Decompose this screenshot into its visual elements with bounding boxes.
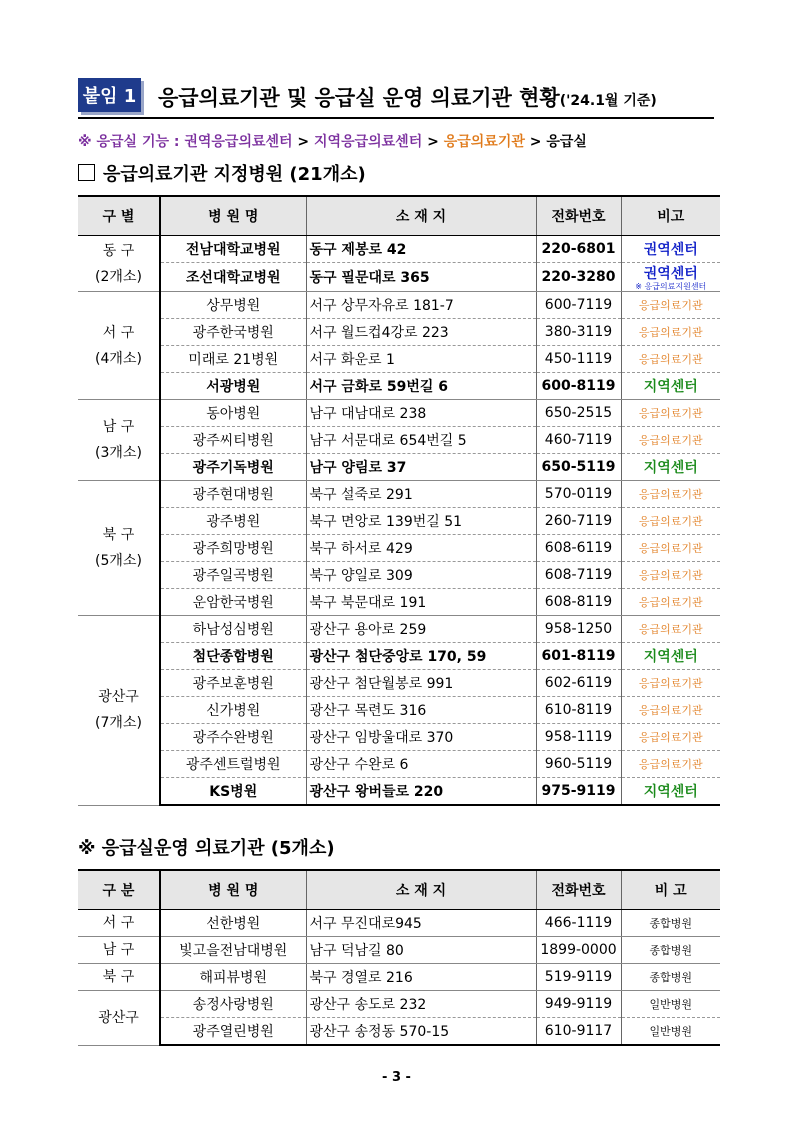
hospital-phone: 975-9119 [536,778,621,806]
hospital-address: 동구 제봉로 42 [306,236,536,263]
district-cell: 서 구 [78,910,160,937]
table-row [78,670,720,697]
hospital-address: 광산구 수완로 6 [306,751,536,778]
hospital-name: 광주일곡병원 [160,562,306,589]
table-row [78,562,720,589]
hospital-name: 해피뷰병원 [160,964,306,991]
district-cell [78,481,160,616]
hospital-address: 광산구 송정동 570-15 [306,1018,536,1046]
col-header-address: 소 재 지 [306,870,536,910]
district-cell [78,616,160,806]
hospital-phone: 610-8119 [536,697,621,724]
hospital-remark [621,454,720,481]
hospital-address: 광산구 송도로 232 [306,991,536,1018]
reference-mark: ※ [78,838,96,859]
hospital-remark [621,263,720,292]
hospital-address: 광산구 용아로 259 [306,616,536,643]
hospital-address: 서구 월드컵4강로 223 [306,319,536,346]
col-header-remark: 비 고 [621,870,720,910]
district-cell: 북 구 [78,964,160,991]
hospital-name: 상무병원 [160,292,306,319]
hospital-address: 북구 하서로 429 [306,535,536,562]
district-count: (7개소) [95,715,142,732]
er-hospitals-table [78,869,720,1046]
remark-label: 응급의료기관 [638,407,703,420]
hospital-remark [621,535,720,562]
hospital-remark [621,778,720,806]
table-row [78,346,720,373]
hospital-name: 광주한국병원 [160,319,306,346]
hospital-phone: 600-7119 [536,292,621,319]
legend-function-label: 응급실 기능 : [96,134,180,150]
hospital-name: 신가병원 [160,697,306,724]
hospital-remark [621,292,720,319]
hospital-address: 동구 필문대로 365 [306,263,536,292]
legend-separator: > [427,134,439,150]
hospital-phone: 958-1250 [536,616,621,643]
hospital-phone: 260-7119 [536,508,621,535]
hospital-address: 남구 덕남길 80 [306,937,536,964]
section1-heading [78,160,366,186]
col-header-hospital: 병 원 명 [160,196,306,236]
hospital-phone: 650-5119 [536,454,621,481]
table-header-row [78,196,720,236]
table-header-row [78,870,720,910]
hospital-address: 광산구 왕버들로 220 [306,778,536,806]
remark-label: 응급의료기관 [638,569,703,582]
hospital-phone: 601-8119 [536,643,621,670]
hospital-name: 전남대학교병원 [160,236,306,263]
remark-label: 응급의료기관 [638,353,703,366]
hospital-phone: 450-1119 [536,346,621,373]
district-name: 광산구 [98,689,139,706]
hospital-name: 광주씨티병원 [160,427,306,454]
legend-separator: > [529,134,542,150]
section2-heading [78,834,335,860]
col-header-address: 소 재 지 [306,196,536,236]
table-row [78,400,720,427]
hospital-address: 북구 면앙로 139번길 51 [306,508,536,535]
hospital-name: 빛고을전남대병원 [160,937,306,964]
hospital-remark [621,616,720,643]
district-cell [78,292,160,400]
table-row [78,964,720,991]
hospital-address: 북구 양일로 309 [306,562,536,589]
remark-label: 응급의료기관 [638,758,703,771]
table-row [78,697,720,724]
hospital-remark [621,562,720,589]
hospital-name: 광주열린병원 [160,1018,306,1046]
remark-label: 응급의료기관 [638,488,703,501]
remark-subnote: ※ 응급의료지원센터 [635,282,707,291]
hospital-remark [621,373,720,400]
district-name: 동 구 [102,242,135,259]
district-cell [78,236,160,292]
hospital-name: 첨단종합병원 [160,643,306,670]
table-row [78,373,720,400]
table-row [78,991,720,1018]
district-name: 남 구 [102,419,135,435]
hospital-phone: 380-3119 [536,319,621,346]
col-header-remark: 비고 [621,196,720,236]
district-count: (3개소) [95,445,142,461]
remark-label: 응급의료기관 [638,623,703,636]
hospital-address: 북구 경열로 216 [306,964,536,991]
hospital-name: 광주현대병원 [160,481,306,508]
page-title [158,82,657,112]
table-row [78,751,720,778]
hospital-address: 남구 양림로 37 [306,454,536,481]
designated-hospitals-table [78,195,720,806]
remark-label: 지역센터 [643,460,698,476]
hospital-phone: 570-0119 [536,481,621,508]
table-row [78,508,720,535]
section2-title: 응급실운영 의료기관 (5개소) [101,838,335,859]
hospital-address: 서구 상무자유로 181-7 [306,292,536,319]
hospital-name: KS병원 [160,778,306,806]
remark-label: 응급의료기관 [638,299,703,312]
section1-title: 응급의료기관 지정병원 (21개소) [103,164,366,185]
remark-label: 응급의료기관 [638,434,703,447]
district-count: (5개소) [95,553,142,569]
hospital-remark [621,724,720,751]
hospital-remark [621,589,720,616]
hospital-address: 광산구 목련도 316 [306,697,536,724]
remark-label: 응급의료기관 [638,596,703,609]
hospital-remark [621,670,720,697]
table-row [78,589,720,616]
col-header-district: 구 분 [78,870,160,910]
hospital-phone: 600-8119 [536,373,621,400]
title-bar [78,76,714,116]
hospital-phone: 608-8119 [536,589,621,616]
district-name: 북 구 [102,527,135,543]
table-row [78,263,720,292]
hospital-phone: 608-6119 [536,535,621,562]
col-header-district: 구 별 [78,196,160,236]
hospital-remark [621,236,720,263]
hospital-phone: 960-5119 [536,751,621,778]
hospital-address: 광산구 첨단중앙로 170, 59 [306,643,536,670]
hospital-address: 광산구 첨단월봉로 991 [306,670,536,697]
district-name: 서 구 [102,324,135,341]
hospital-phone: 466-1119 [536,910,621,937]
table-row [78,319,720,346]
hospital-remark [621,697,720,724]
hospital-address: 광산구 임방울대로 370 [306,724,536,751]
col-header-phone: 전화번호 [536,870,621,910]
hospital-phone: 650-2515 [536,400,621,427]
hospital-remark: 종합병원 [621,910,720,937]
table-row [78,616,720,643]
district-cell: 남 구 [78,937,160,964]
legend-level1: 권역응급의료센터 [184,134,293,150]
page-number: - 3 - [382,1070,411,1085]
remark-label: 응급의료기관 [638,704,703,717]
hospital-phone: 519-9119 [536,964,621,991]
hospital-phone: 602-6119 [536,670,621,697]
table-row [78,535,720,562]
hospital-address: 서구 화운로 1 [306,346,536,373]
legend-level3: 응급의료기관 [443,134,525,150]
hospital-name: 광주희망병원 [160,535,306,562]
hospital-name: 선한병원 [160,910,306,937]
hospital-phone: 958-1119 [536,724,621,751]
hospital-name: 미래로 21병원 [160,346,306,373]
hospital-phone: 1899-0000 [536,937,621,964]
hospital-name: 서광병원 [160,373,306,400]
hospital-remark [621,508,720,535]
checkbox-icon [78,164,95,181]
hospital-name: 광주수완병원 [160,724,306,751]
table-row [78,778,720,806]
hospital-remark: 일반병원 [621,991,720,1018]
hospital-name: 광주기독병원 [160,454,306,481]
remark-label: 응급의료기관 [638,731,703,744]
function-legend [78,131,587,151]
legend-level4: 응급실 [546,134,587,150]
col-header-hospital: 병 원 명 [160,870,306,910]
hospital-address: 북구 설죽로 291 [306,481,536,508]
legend-separator: > [297,134,310,150]
hospital-address: 북구 북문대로 191 [306,589,536,616]
remark-label: 응급의료기관 [638,326,703,339]
legend-level2: 지역응급의료센터 [314,134,423,150]
hospital-remark: 종합병원 [621,964,720,991]
hospital-name: 광주병원 [160,508,306,535]
col-header-phone: 전화번호 [536,196,621,236]
table-row [78,724,720,751]
hospital-name: 운암한국병원 [160,589,306,616]
hospital-phone: 610-9117 [536,1018,621,1046]
hospital-name: 광주보훈병원 [160,670,306,697]
hospital-name: 광주센트럴병원 [160,751,306,778]
title-suffix: ('24.1월 기준) [559,93,657,109]
hospital-remark [621,643,720,670]
title-underline [78,117,714,119]
hospital-remark [621,427,720,454]
hospital-address: 남구 대남대로 238 [306,400,536,427]
table-row [78,236,720,263]
hospital-name: 하남성심병원 [160,616,306,643]
hospital-name: 송정사랑병원 [160,991,306,1018]
table-row [78,292,720,319]
table-row [78,1018,720,1046]
remark-label: 지역센터 [643,649,698,665]
hospital-phone: 949-9119 [536,991,621,1018]
hospital-remark [621,346,720,373]
remark-label: 권역센터 [643,266,698,282]
hospital-phone: 220-6801 [536,236,621,263]
district-count: (4개소) [95,350,142,367]
hospital-remark [621,400,720,427]
hospital-phone: 608-7119 [536,562,621,589]
hospital-remark: 종합병원 [621,937,720,964]
hospital-remark [621,319,720,346]
hospital-remark [621,751,720,778]
hospital-address: 서구 금화로 59번길 6 [306,373,536,400]
reference-mark: ※ [78,134,92,150]
table-row [78,454,720,481]
district-cell [78,400,160,481]
remark-label: 지역센터 [643,379,698,395]
remark-label: 응급의료기관 [638,515,703,528]
hospital-address: 서구 무진대로945 [306,910,536,937]
hospital-address: 남구 서문대로 654번길 5 [306,427,536,454]
table-row [78,427,720,454]
remark-label: 응급의료기관 [638,542,703,555]
hospital-remark [621,481,720,508]
remark-label: 권역센터 [643,242,698,258]
remark-label: 지역센터 [643,784,698,800]
hospital-name: 동아병원 [160,400,306,427]
hospital-phone: 220-3280 [536,263,621,292]
attachment-badge: 붙임 1 [78,78,141,112]
district-count: (2개소) [95,268,142,285]
district-cell: 광산구 [78,991,160,1046]
hospital-remark: 일반병원 [621,1018,720,1046]
remark-label: 응급의료기관 [638,677,703,690]
hospital-name: 조선대학교병원 [160,263,306,292]
table-row [78,910,720,937]
hospital-phone: 460-7119 [536,427,621,454]
table-row [78,937,720,964]
table-row [78,481,720,508]
table-row [78,643,720,670]
title-main: 응급의료기관 및 응급실 운영 의료기관 현황 [158,86,560,110]
